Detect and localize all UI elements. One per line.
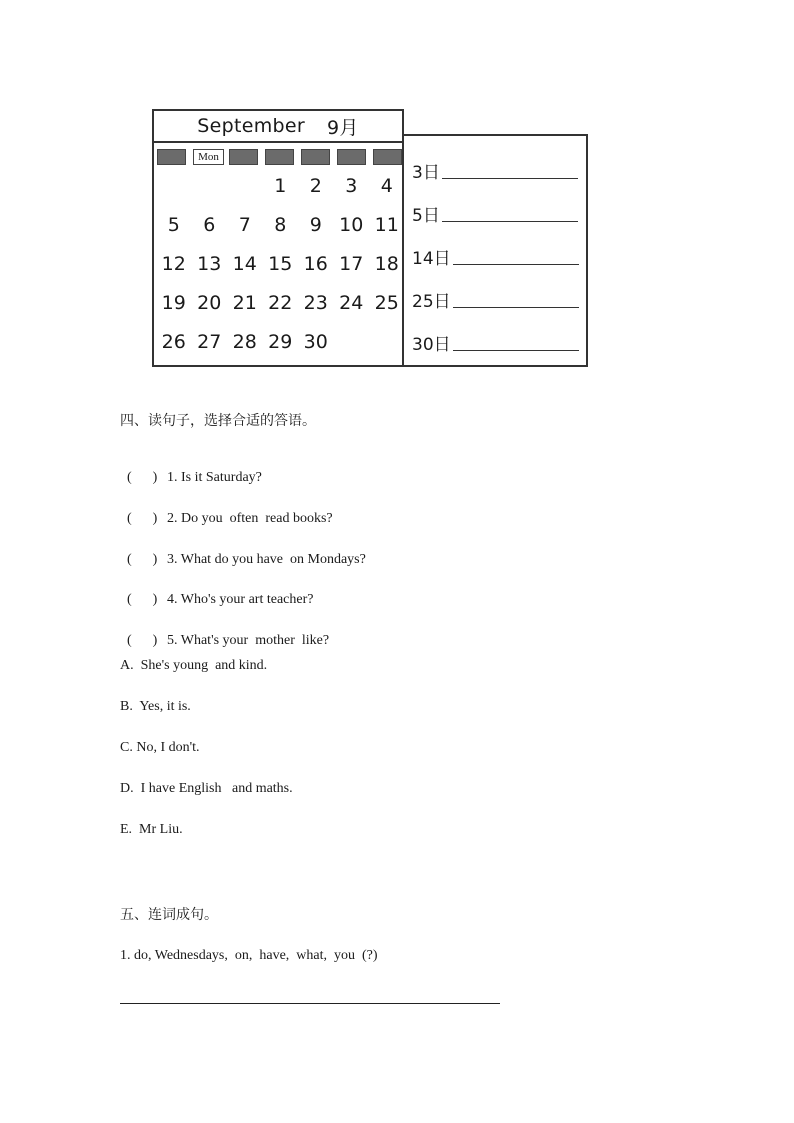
calendar-day: 19 bbox=[161, 291, 186, 314]
answer-row bbox=[412, 244, 579, 269]
option-d: D. I have English and maths. bbox=[120, 781, 293, 796]
answer-date-label: 3日 bbox=[412, 163, 440, 183]
answer-blank[interactable] bbox=[442, 220, 578, 222]
calendar-day: 11 bbox=[374, 213, 399, 236]
weekday-box-mon: Mon bbox=[193, 149, 224, 165]
answer-date-label: 14日 bbox=[412, 249, 451, 269]
calendar-day bbox=[192, 166, 228, 205]
calendar-day bbox=[334, 322, 370, 361]
question-item bbox=[120, 536, 366, 568]
question-text: 1. Is it Saturday? bbox=[167, 470, 262, 485]
answer-paren[interactable]: ( ) bbox=[127, 633, 158, 648]
calendar-day: 30 bbox=[303, 330, 328, 353]
question-item bbox=[120, 495, 333, 527]
calendar-day: 12 bbox=[161, 252, 186, 275]
answer-date-label: 5日 bbox=[412, 206, 440, 226]
calendar-day: 22 bbox=[268, 291, 293, 314]
calendar-day: 18 bbox=[374, 252, 399, 275]
answer-blank[interactable] bbox=[453, 306, 579, 308]
calendar-day: 8 bbox=[274, 213, 287, 236]
calendar-day: 7 bbox=[238, 213, 251, 236]
answer-row bbox=[412, 330, 579, 355]
question-item bbox=[120, 454, 262, 486]
answer-paren[interactable]: ( ) bbox=[127, 511, 158, 526]
calendar-day: 9 bbox=[309, 213, 322, 236]
weekday-box-thu bbox=[301, 149, 330, 165]
calendar-day: 24 bbox=[339, 291, 364, 314]
answer-paren[interactable]: ( ) bbox=[127, 552, 158, 567]
calendar-day: 15 bbox=[268, 252, 293, 275]
weekday-box-fri bbox=[337, 149, 366, 165]
calendar-day: 6 bbox=[203, 213, 216, 236]
calendar-day: 10 bbox=[339, 213, 364, 236]
weekday-box-sat bbox=[373, 149, 402, 165]
section5-title: 五、连词成句。 bbox=[120, 907, 218, 923]
calendar-day: 14 bbox=[232, 252, 257, 275]
answer-row bbox=[412, 287, 579, 312]
answer-date-label: 30日 bbox=[412, 335, 451, 355]
calendar-month-cn: 9月 bbox=[327, 116, 359, 139]
calendar-day: 21 bbox=[232, 291, 257, 314]
calendar-day: 23 bbox=[303, 291, 328, 314]
option-e: E. Mr Liu. bbox=[120, 822, 183, 837]
weekday-row bbox=[157, 149, 409, 165]
option-b: B. Yes, it is. bbox=[120, 699, 191, 714]
calendar-day: 4 bbox=[380, 174, 393, 197]
answer-write-line[interactable] bbox=[120, 1003, 500, 1004]
calendar-day: 2 bbox=[309, 174, 322, 197]
weekday-box-sun bbox=[157, 149, 186, 165]
calendar bbox=[152, 109, 404, 367]
calendar-day: 17 bbox=[339, 252, 364, 275]
question-item bbox=[120, 617, 329, 649]
question-item bbox=[120, 576, 313, 608]
answer-blank[interactable] bbox=[453, 263, 579, 265]
calendar-day: 28 bbox=[232, 330, 257, 353]
answer-row bbox=[412, 201, 578, 226]
weekday-box-tue bbox=[229, 149, 258, 165]
calendar-day: 5 bbox=[167, 213, 180, 236]
answer-date-label: 25日 bbox=[412, 292, 451, 312]
calendar-header bbox=[154, 111, 402, 143]
calendar-day: 29 bbox=[268, 330, 293, 353]
answer-paren[interactable]: ( ) bbox=[127, 592, 158, 607]
option-c: C. No, I don't. bbox=[120, 740, 200, 755]
calendar-day: 20 bbox=[197, 291, 222, 314]
calendar-day: 16 bbox=[303, 252, 328, 275]
answer-blank[interactable] bbox=[442, 177, 578, 179]
question-text: 2. Do you often read books? bbox=[167, 511, 333, 526]
answer-paren[interactable]: ( ) bbox=[127, 470, 158, 485]
calendar-day: 25 bbox=[374, 291, 399, 314]
calendar-day: 27 bbox=[197, 330, 222, 353]
calendar-day bbox=[156, 166, 192, 205]
question-text: 3. What do you have on Mondays? bbox=[167, 552, 366, 567]
calendar-day: 13 bbox=[197, 252, 222, 275]
answer-blank[interactable] bbox=[453, 349, 579, 351]
question-text: 4. Who's your art teacher? bbox=[167, 592, 314, 607]
weekday-box-wed bbox=[265, 149, 294, 165]
option-a: A. She's young and kind. bbox=[120, 658, 268, 673]
section4-title: 四、读句子，选择合适的答语。 bbox=[120, 413, 316, 429]
sentence-item: 1. do, Wednesdays, on, have, what, you (?) bbox=[120, 948, 378, 963]
answer-row bbox=[412, 158, 578, 183]
calendar-day: 26 bbox=[161, 330, 186, 353]
question-text: 5. What's your mother like? bbox=[167, 633, 330, 648]
calendar-day bbox=[227, 166, 263, 205]
calendar-month-label: September bbox=[197, 115, 306, 137]
calendar-day: 1 bbox=[274, 174, 287, 197]
calendar-day bbox=[369, 322, 405, 361]
calendar-answer-box bbox=[404, 134, 588, 367]
calendar-day: 3 bbox=[345, 174, 358, 197]
calendar-days bbox=[156, 166, 402, 361]
